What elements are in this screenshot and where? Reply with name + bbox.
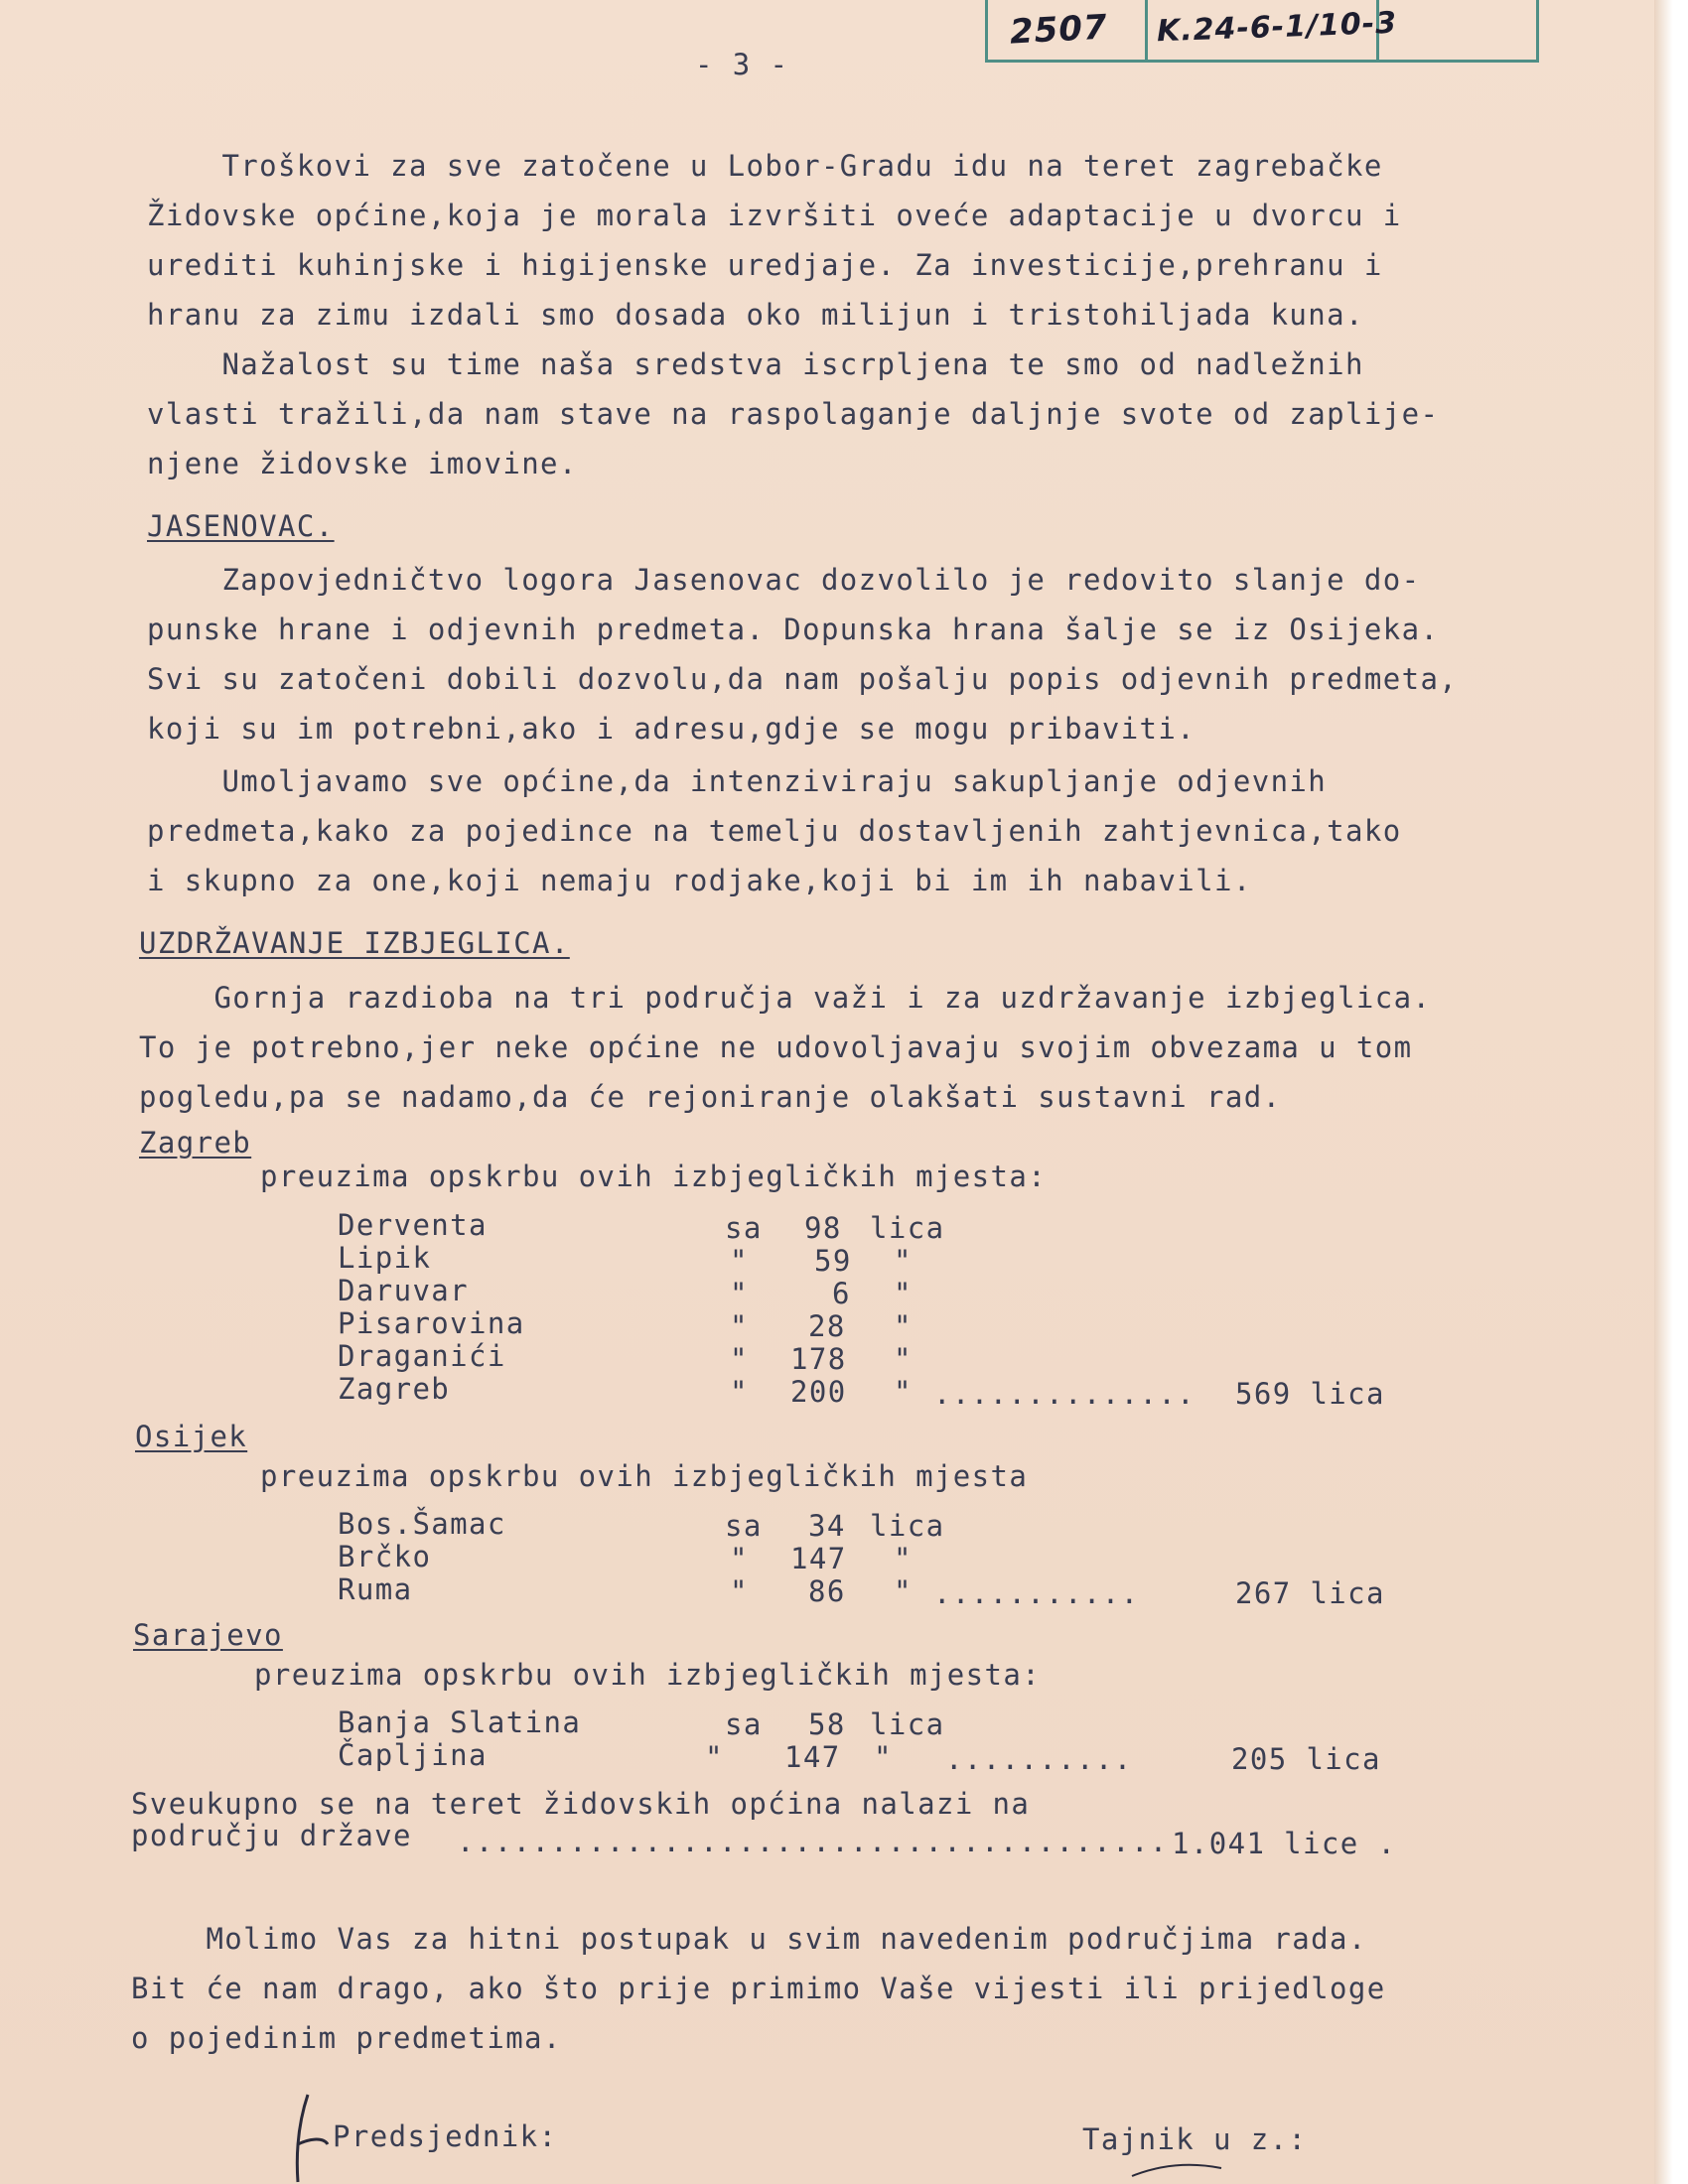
region-name: Osijek: [135, 1420, 248, 1453]
place-prefix: ": [730, 1277, 749, 1310]
place-count: 200: [790, 1375, 847, 1409]
stamp-number: 2507: [1009, 7, 1109, 53]
grand-total: 1.041 lice .: [1172, 1827, 1397, 1860]
signature-secretary-label: Tajnik u z.:: [1082, 2122, 1308, 2156]
text-line: o pojedinim predmetima.: [131, 2021, 562, 2055]
place-suffix: ": [874, 1740, 893, 1774]
place-name: Brčko: [338, 1540, 432, 1573]
text-line: Bit će nam drago, ako što prije primimo Vaše vijesti ili prijedloge: [131, 1972, 1386, 2005]
place-prefix: ": [730, 1342, 749, 1376]
place-name: Bos.Šamac: [338, 1507, 506, 1541]
text-line: Troškovi za sve zatočene u Lobor-Gradu idu na teret zagrebačke: [147, 149, 1383, 183]
place-suffix: lica: [870, 1509, 945, 1543]
text-line: Zapovjedničtvo logora Jasenovac dozvolilo je redovito slanje do-: [147, 563, 1421, 597]
section-heading-jasenovac: JASENOVAC.: [147, 509, 335, 543]
place-suffix: lica: [870, 1211, 945, 1245]
leader-dots: ..............: [933, 1377, 1196, 1411]
signature-president-label: Predsjednik:: [333, 2119, 558, 2153]
place-suffix: ": [894, 1309, 913, 1343]
place-count: 86: [808, 1574, 846, 1608]
text-line: Židovske općine,koja je morala izvršiti oveće adaptacije u dvorcu i: [147, 199, 1402, 232]
text-line: To je potrebno,jer neke općine ne udovoljavaju svojim obvezama u tom: [139, 1030, 1413, 1064]
place-name: Ruma: [338, 1572, 413, 1606]
page-number: - 3 -: [695, 48, 789, 81]
place-count: 6: [832, 1277, 851, 1310]
place-prefix: ": [730, 1375, 749, 1409]
region-name: Zagreb: [139, 1126, 252, 1160]
place-name: Draganići: [338, 1339, 506, 1373]
text-line: hranu za zimu izdali smo dosada oko milijun i tristohiljada kuna.: [147, 298, 1364, 332]
place-name: Derventa: [338, 1208, 488, 1242]
place-count: 147: [790, 1542, 847, 1575]
leader-dots: ...........: [933, 1576, 1140, 1610]
place-prefix: ": [705, 1740, 724, 1774]
place-suffix: ": [894, 1342, 913, 1376]
place-prefix: ": [730, 1542, 749, 1575]
place-suffix: ": [894, 1542, 913, 1575]
section-heading-refugees: UZDRŽAVANJE IZBJEGLICA.: [139, 926, 570, 960]
place-name: Banja Slatina: [338, 1706, 582, 1739]
place-count: 178: [790, 1342, 847, 1376]
place-name: Zagreb: [338, 1372, 451, 1406]
place-prefix: ": [730, 1244, 749, 1278]
place-count: 34: [808, 1509, 846, 1543]
place-prefix: sa: [725, 1707, 763, 1741]
scan-edge: [1654, 0, 1688, 2184]
text-line: koji su im potrebni,ako i adresu,gdje se mogu pribaviti.: [147, 712, 1196, 746]
place-count: 147: [784, 1740, 841, 1774]
place-name: Daruvar: [338, 1274, 470, 1307]
region-total: 569 lica: [1235, 1377, 1385, 1411]
text-line: Umoljavamo sve općine,da intenziviraju sakupljanje odjevnih: [147, 764, 1328, 798]
place-count: 59: [814, 1244, 852, 1278]
region-intro: preuzima opskrbu ovih izbjegličkih mjesta:: [254, 1658, 1042, 1692]
stamp-reference: K.24-6-1/10-3: [1156, 5, 1398, 50]
leader-dots: ......................................: [457, 1825, 1169, 1858]
text-line: Svi su zatočeni dobili dozvolu,da nam pošalju popis odjevnih predmeta,: [147, 662, 1459, 696]
region-total: 267 lica: [1235, 1576, 1385, 1610]
place-suffix: ": [894, 1375, 913, 1409]
text-line: i skupno za one,koji nemaju rodjake,koji bi im ih nabavili.: [147, 864, 1252, 897]
region-total: 205 lica: [1231, 1742, 1381, 1776]
place-suffix: ": [894, 1244, 913, 1278]
text-line: Nažalost su time naša sredstva iscrpljena te smo od nadležnih: [147, 347, 1364, 381]
leader-dots: ..........: [945, 1742, 1133, 1776]
region-name: Sarajevo: [133, 1618, 283, 1652]
place-prefix: sa: [725, 1211, 763, 1245]
place-name: Lipik: [338, 1241, 432, 1275]
text-line: punske hrane i odjevnih predmeta. Dopunska hrana šalje se iz Osijeka.: [147, 613, 1440, 646]
place-prefix: sa: [725, 1509, 763, 1543]
place-suffix: ": [894, 1277, 913, 1310]
place-suffix: lica: [870, 1707, 945, 1741]
place-name: Pisarovina: [338, 1306, 525, 1340]
text-line: Gornja razdioba na tri područja važi i za uzdržavanje izbjeglica.: [139, 981, 1432, 1015]
archive-stamp: [985, 0, 1539, 63]
text-line: Molimo Vas za hitni postupak u svim navedenim područjima rada.: [131, 1922, 1367, 1956]
place-suffix: ": [894, 1574, 913, 1608]
place-prefix: ": [730, 1309, 749, 1343]
text-line: vlasti tražili,da nam stave na raspolaganje daljnje svote od zaplije-: [147, 397, 1440, 431]
place-count: 58: [808, 1707, 846, 1741]
place-prefix: ": [730, 1574, 749, 1608]
text-line: pogledu,pa se nadamo,da će rejoniranje olakšati sustavni rad.: [139, 1080, 1282, 1114]
summary-label: području države: [131, 1819, 412, 1852]
text-line: predmeta,kako za pojedince na temelju dostavljenih zahtjevnica,tako: [147, 814, 1402, 848]
region-intro: preuzima opskrbu ovih izbjegličkih mjesta:: [260, 1160, 1048, 1193]
place-name: Čapljina: [338, 1738, 488, 1772]
place-count: 28: [808, 1309, 846, 1343]
place-count: 98: [804, 1211, 842, 1245]
region-intro: preuzima opskrbu ovih izbjegličkih mjesta: [260, 1459, 1029, 1493]
text-line: njene židovske imovine.: [147, 447, 578, 480]
text-line: urediti kuhinjske i higijenske uredjaje. Za investicije,prehranu i: [147, 248, 1383, 282]
summary-line: Sveukupno se na teret židovskih općina nalazi na: [131, 1787, 1031, 1821]
signature-mark: [1122, 2154, 1241, 2184]
